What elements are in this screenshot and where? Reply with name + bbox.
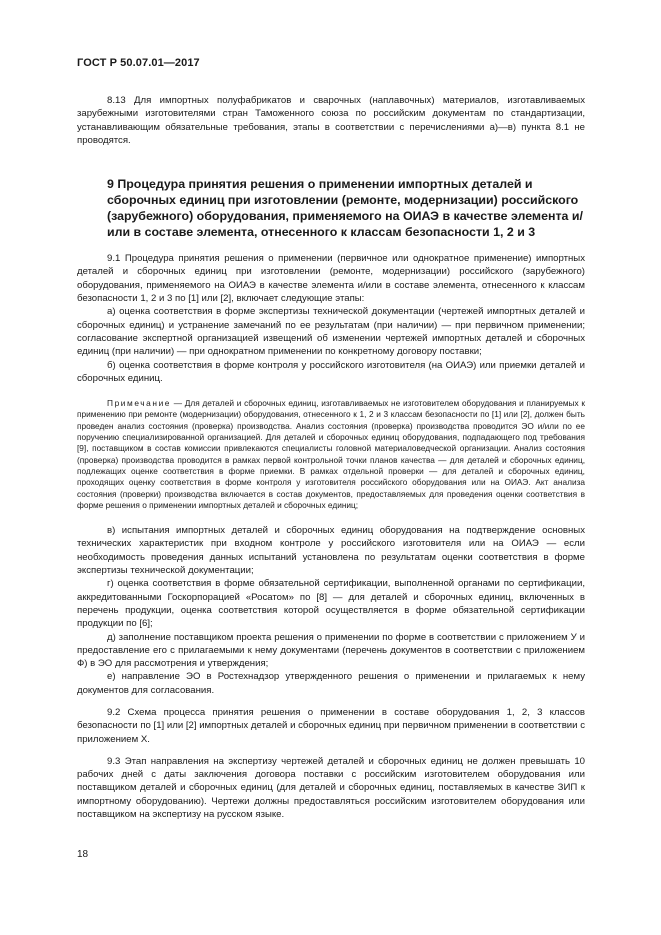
note-label: Примечание [107,398,172,409]
list-item-d: д) заполнение поставщиком проекта решения о применении по форме в соответствии с приложением У и предоставление его с прилагаемыми к нему документами (перечень документов в соответствии с приложением Ф) в ЭО для рассмотрения и утверждения; [77,631,585,670]
section-9-title: 9 Процедура принятия решения о применении импортных деталей и сборочных единиц при изготовлении (ремонте, модернизации) российского (зарубежного) оборудования, применяемого на ОИАЭ в качестве элемента и/или в составе элемента, отнесенного к классам безопасности 1, 2 и 3 [107,177,583,240]
list-item-g: г) оценка соответствия в форме обязательной сертификации, выполненной органами по сертификации, аккредитованными Госкорпорацией «Росатом» по [8] — для деталей и сборочных единиц, включенных в перечень продукции, оценка соответствия которой осуществляется в форме обязательной сертификации продукции по [6]; [77,578,585,630]
list-item-a: а) оценка соответствия в форме экспертизы технической документации (чертежей импортных деталей и сборочных единиц) и устранение замечаний по ее результатам (при наличии) — при первичном применении; согласование экспертной организацией извещений об изменении чертежей импортных деталей и сборочных единиц (при наличии) — при однократном применении по конкретному договору поставки; [77,306,585,358]
note [77,398,585,511]
page-body [77,94,585,821]
list-item-b: б) оценка соответствия в форме контроля у российского изготовителя (на ОИАЭ) или приемки деталей и сборочных единиц. [77,359,585,384]
list-item-e: е) направление ЭО в Ростехнадзор утвержденного решения о применении и прилагаемых к нему документов для согласования. [77,671,585,696]
document-header: ГОСТ Р 50.07.01—2017 [77,57,200,69]
list-item-v: в) испытания импортных деталей и сборочных единиц оборудования на подтверждение основных технических характеристик при входном контроле у российского изготовителя или на ОИАЭ — если необходимость проведения данных испытаний установлена по результатам оценки соответствия в форме экспертизы технической документации; [77,525,585,577]
page-number: 18 [77,849,89,860]
paragraph-9-1: 9.1 Процедура принятия решения о применении (первичное или однократное применение) импортных деталей и сборочных единиц при изготовлении (ремонте, модернизации) российского (зарубежного) оборудования, применяемого на ОИАЭ в качестве элемента и/или в составе элемента, отнесенного к классам безопасности 1, 2 и 3 по [1] или [2], включает следующие этапы: [77,253,585,305]
paragraph-9-3: 9.3 Этап направления на экспертизу чертежей деталей и сборочных единиц не должен превышать 10 рабочих дней с даты заключения договора поставки с российским изготовителем оборудования или поставщиком деталей и сборочных единиц (для деталей и сборочных единиц, поставляемых в качестве ЗИП к импортному оборудованию). Чертежи должны предоставляться российским изготовителем оборудования или поставщиком на экспертизу на русском языке. [77,755,585,821]
paragraph-9-2: 9.2 Схема процесса принятия решения о применении в составе оборудования 1, 2, 3 классов безопасности по [1] или [2] импортных деталей и сборочных единиц при первичном применении в соответствии с приложением Х. [77,706,585,745]
note-text: — Для деталей и сборочных единиц, изготавливаемых не изготовителем оборудования и планируемых к применению при ремонте (модернизации) оборудования, отнесенного к 1, 2 и 3 классам безопасности по [1] или [2], должен быть проведен анализ состояния (проверка) производства. Анализ состояния (проверка) производства проводится ЭО и/или по ее поручению специализированной организацией. Для деталей и сборочных единиц оборудования, подпадающего под требования [9], поставщиком в состав комиссии привлекаются специалисты головной материаловедческой организации. Анализ состояния (проверка) производства проводится в рамках первой контрольной точки планов качества — для деталей и сборочных единиц, подлежащих оценке соответствия в форме приемки. В рамках отдельной проверки — для деталей и сборочных единиц, проходящих оценку соответствия в форме контроля у изготовителя российского оборудования или на ОИАЭ. Акт анализа состояния (проверки) производства включается в состав документов, предоставляемых для проведения оценки соответствия в форме решения о применении импортных деталей и сборочных единиц; [77,398,585,510]
paragraph-8-13: 8.13 Для импортных полуфабрикатов и сварочных (наплавочных) материалов, изготавливаемых зарубежными изготовителями стран Таможенного союза по российским документам по стандартизации, устанавливающим обязательные требования, этапы в соответствии с перечислениями а)—в) пункта 8.1 не проводятся. [77,95,585,146]
